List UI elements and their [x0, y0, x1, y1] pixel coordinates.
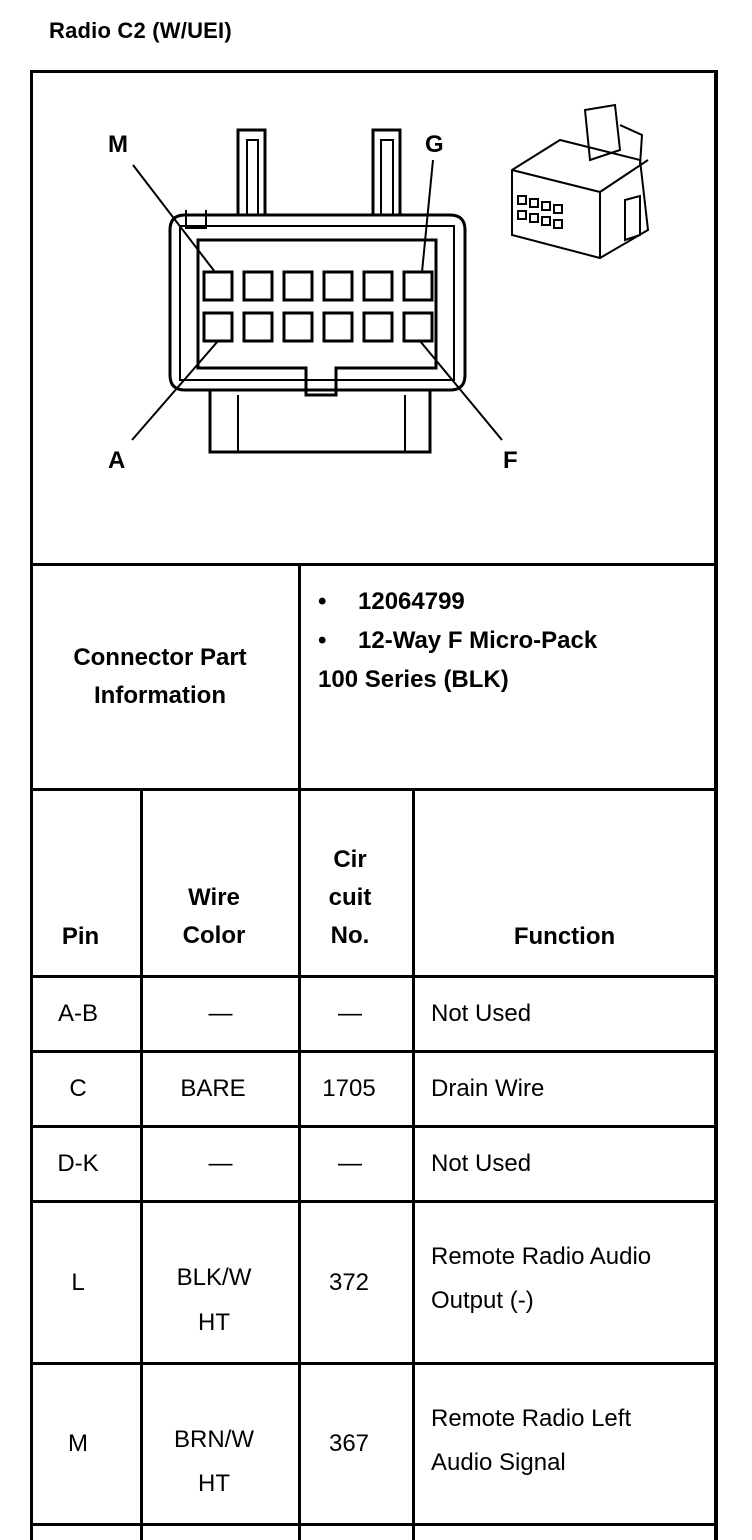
- pin-label-g: G: [425, 131, 444, 158]
- row-2-wire-color: BARE: [180, 1075, 246, 1103]
- row-4-pin: L: [71, 1268, 85, 1296]
- header-function: Function: [513, 922, 616, 950]
- row-5-wire-color: BRN/W HT: [174, 1425, 254, 1497]
- row-5-circuit: 367: [328, 1430, 370, 1458]
- row-3-wire-color: —: [208, 1150, 233, 1178]
- row-1-function: Not Used: [431, 1000, 532, 1028]
- row-3-function: Not Used: [431, 1150, 532, 1178]
- row-5-function: Remote Radio Left Audio Signal: [431, 1405, 632, 1477]
- row-2-function: Drain Wire: [431, 1075, 545, 1103]
- pin-label-f: F: [503, 447, 518, 474]
- row-1-pin: A-B: [57, 1000, 98, 1028]
- pin-label-a: A: [108, 447, 126, 474]
- row-1-wire-color: —: [208, 1000, 233, 1028]
- header-circuit: Cir cuit No.: [328, 846, 372, 949]
- row-2-circuit: 1705: [322, 1075, 376, 1103]
- row-4-circuit: 372: [328, 1268, 370, 1296]
- header-wire-color: Wire Color: [182, 884, 246, 949]
- row-5-pin: M: [68, 1430, 88, 1458]
- connector-diagram: [0, 0, 752, 565]
- row-4-wire-color: BLK/W HT: [176, 1264, 252, 1336]
- info-item-part-number: • 12064799: [318, 588, 465, 615]
- info-item-connector-type: • 12-Way F Micro-Pack: [318, 627, 598, 654]
- row-2-pin: C: [69, 1075, 87, 1103]
- page-title: Radio C2 (W/UEI): [49, 18, 232, 43]
- row-4-function: Remote Radio Audio Output (-): [431, 1243, 652, 1315]
- pin-label-m: M: [108, 131, 128, 158]
- row-line-5: [30, 1523, 718, 1526]
- connector-info-label: Connector Part Information: [73, 644, 247, 709]
- row-1-circuit: —: [338, 1000, 362, 1028]
- info-item-series: 100 Series (BLK): [318, 666, 509, 693]
- header-pin: Pin: [61, 922, 100, 950]
- row-3-circuit: —: [338, 1150, 362, 1178]
- connector-info-values: [318, 582, 597, 699]
- row-3-pin: D-K: [57, 1150, 99, 1178]
